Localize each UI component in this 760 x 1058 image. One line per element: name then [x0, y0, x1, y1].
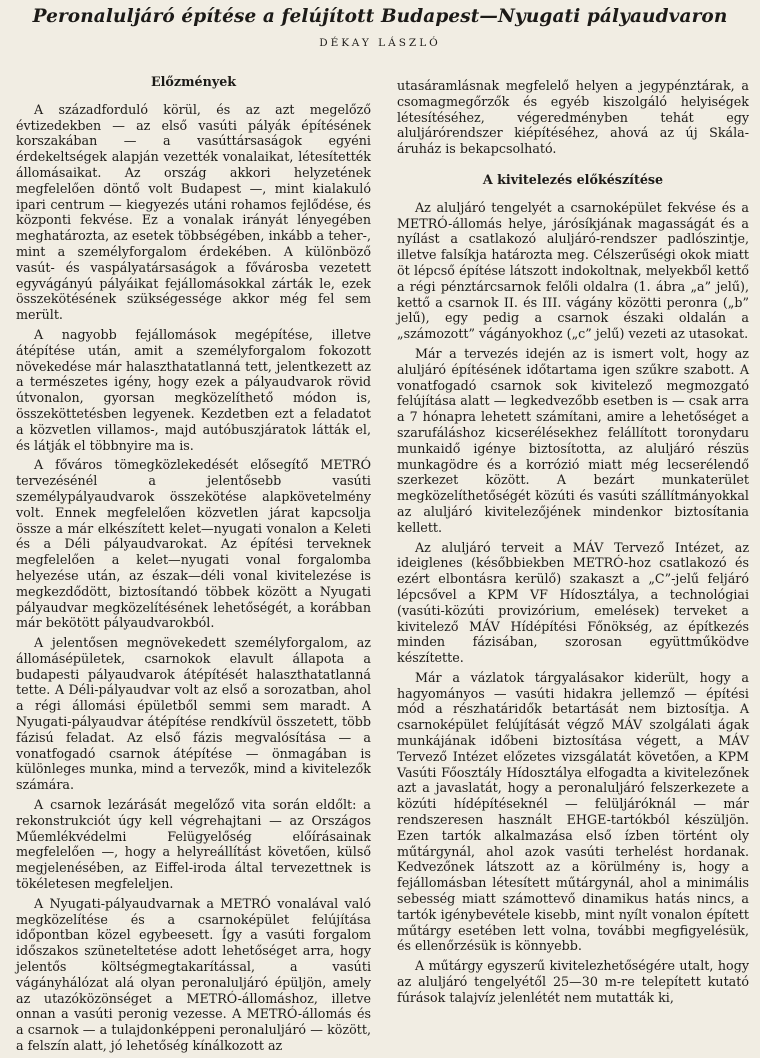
- article-title: Peronaluljáró építése a felújított Budapest—Nyugati pályaudvaron: [32, 6, 728, 27]
- paragraph: A műtárgy egyszerű kivitelezhetőségére utalt, hogy az aluljáró tengelyétől 25—30 m-re telepített kutató fúrások talajvíz jelenlétét nem mutatták ki,: [397, 958, 749, 1005]
- section-heading-kivitelezes: A kivitelezés előkészítése: [482, 171, 664, 187]
- paragraph: A jelentősen megnövekedett személyforgalom, az állomásépületek, csarnokok elavult állapota a budapesti pályaudvarok átépítését halaszthatatlanná tette. A Déli-pályaudvar volt az első a sorozatban, ahol a régi állomási épületből semmi sem maradt. A Nyugati-pályaudvar átépítése rendkívül összetett, több fázisú feladat. Az első fázis megvalósítása — a vonatfogadó csarnok átépítése — önmagában is különleges munka, mind a tervezők, mind a kivitelezők számára.: [16, 635, 371, 793]
- paragraph: A csarnok lezárását megelőző vita során eldőlt: a rekonstrukciót úgy kell végrehajtani — az Országos Műemlékvédelmi Felügyelőség előírásainak megfelelően —, hogy a helyreállítást követően, külső megjelenésében, az Eiffel-iroda által tervezettnek is tökéletesen megfeleljen.: [16, 797, 371, 892]
- paragraph: A nagyobb fejállomások megépítése, illetve átépítése után, amit a személyforgalom fokozott növekedése már halaszthatatlanná tett, jelentkezett az a természetes igény, hogy ezek a pályaudvarok rövid útvonalon, gyorsan megközelíthető módon is, összeköttetésben legyenek. Kezdetben ezt a feladatot a közvetlen villamos-, majd autóbuszjáratok látták el, és látják el többnyire ma is.: [16, 326, 371, 453]
- article-author: DÉKAY LÁSZLÓ: [319, 37, 441, 49]
- paragraph: A századforduló körül, és az azt megelőző évtizedekben — az első vasúti pályák építésének korszakában — a vasúttársaságok egyéni érdekeltségek alapján vezették vonalaikat, létesítették állomásaikat. Az ország akkori helyzetének megfelelően döntő volt Budapest —, mint kialakuló ipari centrum — kiegyezés utáni rohamos fejlődése, és központi fekvése. Ez a vonalak irányát lényegében meghatározta, az esetek többségében, inkább a teher-, mint a személyforgalom érdekében. A különböző vasút- és vaspályatársaságok a fővárosba vezetett egyvágányú pályáikat fejállomásokkal zárták le, ezek összekötésének szükségessége akkor még fel sem merült.: [16, 101, 371, 323]
- paragraph: Már a tervezés idején az is ismert volt, hogy az aluljáró építésének időtartama igen szűkre szabott. A vonatfogadó csarnok sok kivitelező megmozgató felújítása alatt — legkedvezőbb esetben is — csak arra a 7 hónapra lehetett számítani, amire a lehetőséget a szarufáláshoz kicserélésekhez felállított toronydaru munkaidő igénye biztosította, az aluljáró részüs munkagödre és a korrózió miatt még lecserélendő szerkezet között. A bezárt munkaterület megközelíthetőségét közúti és vasúti szállítmányokkal az aluljáró kivitelezőjének mindenkor biztosítania kellett.: [397, 345, 749, 535]
- paragraph-continuation: utasáramlásnak megfelelő helyen a jegypénztárak, a csomagmegőrzők és egyéb kiszolgáló helyiségek létesítéséhez, végeredményben tehát egy aluljárórendszer kiépítéséhez, ahová az új Skála-áruház is bekapcsolható.: [397, 78, 749, 157]
- section-heading-elozmenyek: Előzmények: [150, 74, 237, 89]
- right-column: [397, 78, 749, 1010]
- left-column: [16, 66, 371, 1058]
- paragraph: A főváros tömegközlekedését elősegítő METRÓ tervezésénél a jelentősebb vasúti személypályaudvarok összekötése alapkövetelmény volt. Ennek megfelelően közvetlen járat kapcsolja össze a már elkészített kelet—nyugati vonalon a Keleti és a Déli pályaudvarokat. Az építési terveknek megfelelően a kelet—nyugati vonal forgalomba helyezése után, az észak—déli vonal kivitelezése is megkezdődött, biztosítandó többek között a Nyugati pályaudvar megközelítésének lehetőségét, a korábban már bekötött pályaudvarokból.: [16, 457, 371, 631]
- paragraph: Az aluljáró terveit a MÁV Tervező Intézet, az ideiglenes (későbbiekben METRÓ-hoz csatlakozó és ezért elbontásra kerülő) szakaszt a „C”-jelű feljáró lépcsővel a KPM VF Hídosztálya, a technológiai (vasúti-közúti provizórium, emelések) terveket a kivitelező MÁV Hídépítési Főnökség, az építkezés minden fázisában, szorosan együttműködve készítette.: [397, 539, 749, 666]
- paragraph: A Nyugati-pályaudvarnak a METRÓ vonalával való megközelítése és a csarnoképület felújítása időpontban közel egybeesett. Így a vasúti forgalom időszakos szüneteltetése adott lehetőséget arra, hogy jelentős költségmegtakarítással, a vasúti vágányhálózat alá olyan peronaluljáró épüljön, amely az utazóközönséget a METRÓ-állomáshoz, illetve onnan a vasúti peronig vezesse. A METRÓ-állomás és a csarnok — a tulajdonképpeni peronaluljáró — között, a felszín alatt, jó lehetőség kínálkozott az: [16, 895, 371, 1054]
- paragraph: Az aluljáró tengelyét a csarnoképület fekvése és a METRÓ-állomás helye, járósíkjának magasságát és a nyílást a csatlakozó aluljáró-rendszer padlószintje, illetve falsíkja határozta meg. Célszerűségi okok miatt öt lépcső építése látszott indokoltnak, melyekből kettő a régi pénztárcsarnok felőli oldalra (1. ábra „a” jelű), kettő a csarnok II. és III. vágány közötti peronra („b” jelű), egy pedig a csarnok északi oldalán a „számozott” vágányokhoz („c” jelű) vezeti az utasokat.: [397, 199, 749, 342]
- paragraph: Már a vázlatok tárgyalásakor kiderült, hogy a hagyományos — vasúti hidakra jellemző — építési mód a részhatáridők betartását nem biztosítja. A csarnoképület felújítását végző MÁV szolgálati ágak munkájának időbeni biztosítása végett, a MÁV Tervező Intézet előzetes vizsgálatát követően, a KPM Vasúti Főosztály Hídosztálya elfogadta a kivitelezőnek azt a javaslatát, hogy a peronaluljáró felszerkezete a közúti hídépítéseknél — felüljáróknál — már rendszeresen használt EHGE-tartókból készüljön. Ezen tartók alkalmazása első ízben történt oly műtárgynál, ahol azok vasúti terhelést hordanak. Kedvezőnek látszott az a körülmény is, hogy a fejállomásban létesített műtárgynál, ahol a minimális sebesség miatt számottevő dinamikus hatás nincs, a tartók igénybevétele kisebb, mint nyílt vonalon épített műtárgy esetében lett volna, további megfigyelésük, és ellenőrzésük is könnyebb.: [397, 669, 749, 954]
